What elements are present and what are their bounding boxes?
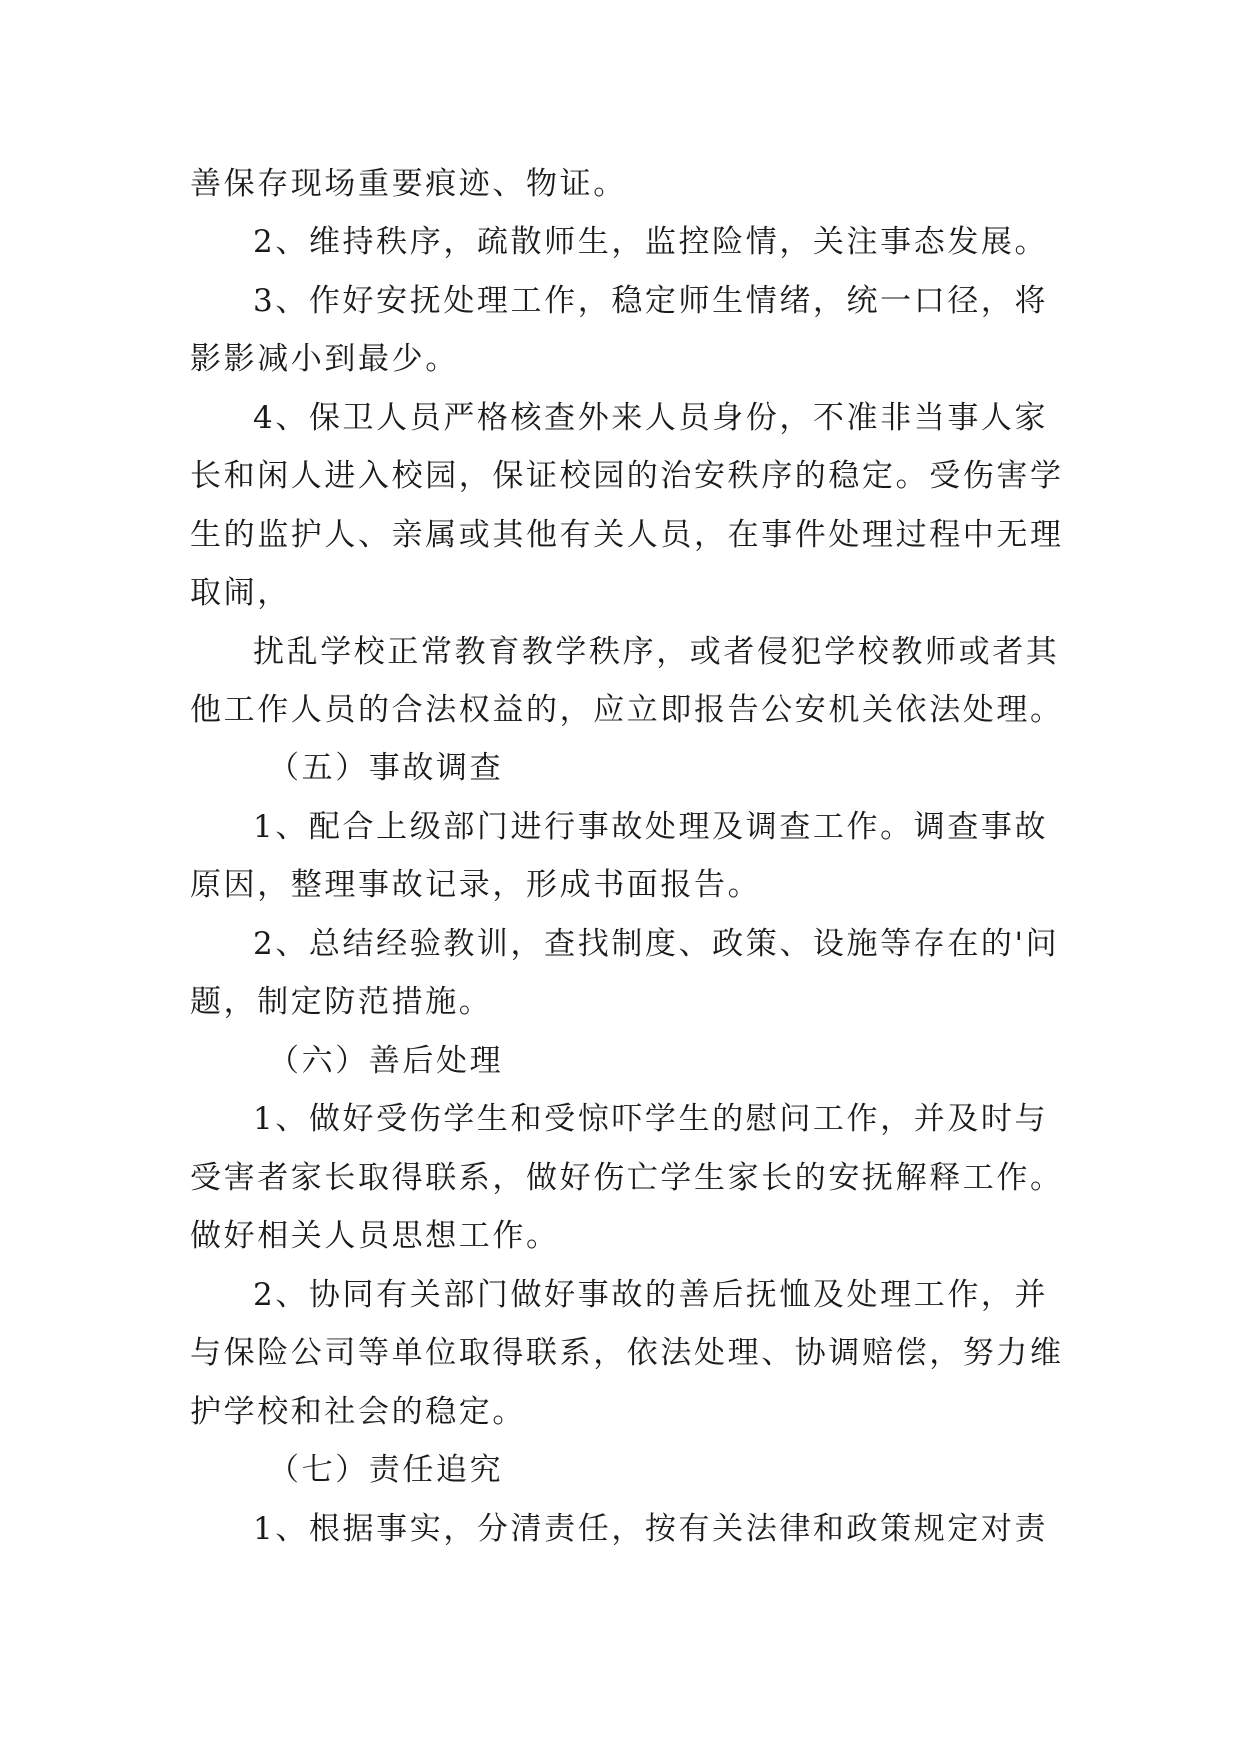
section-heading: （七）责任追究 [268,1452,504,1488]
text-line: 与保险公司等单位取得联系，依法处理、协调赔偿，努力维 [190,1335,1064,1371]
text-line: 1、做好受伤学生和受惊吓学生的慰问工作，并及时与 [253,1101,1049,1137]
text-line: 护学校和社会的稳定。 [190,1394,526,1430]
section-heading: （五）事故调查 [268,750,504,786]
text-line: 3、作好安抚处理工作，稳定师生情绪，统一口径，将 [253,283,1049,319]
text-line: 扰乱学校正常教育教学秩序，或者侵犯学校教师或者其 [253,634,1060,670]
text-line: 题，制定防范措施。 [190,984,493,1020]
text-line: 2、总结经验教训，查找制度、政策、设施等存在的'问 [253,926,1060,962]
text-line: 2、协同有关部门做好事故的善后抚恤及处理工作，并 [253,1277,1049,1313]
text-line: 取闹， [190,575,291,611]
text-line: 1、配合上级部门进行事故处理及调查工作。调查事故 [253,809,1049,845]
section-heading: （六）善后处理 [268,1043,504,1079]
text-line: 长和闲人进入校园，保证校园的治安秩序的稳定。受伤害学 [190,458,1064,494]
text-line: 4、保卫人员严格核查外来人员身份，不准非当事人家 [253,400,1049,436]
text-line: 做好相关人员思想工作。 [190,1218,560,1254]
text-line: 善保存现场重要痕迹、物证。 [190,166,627,202]
text-line: 1、根据事实，分清责任，按有关法律和政策规定对责 [253,1511,1049,1547]
text-line: 原因，整理事故记录，形成书面报告。 [190,867,762,903]
text-line: 2、维持秩序，疏散师生，监控险情，关注事态发展。 [253,224,1049,260]
text-line: 影影减小到最少。 [190,341,459,377]
text-line: 受害者家长取得联系，做好伤亡学生家长的安抚解释工作。 [190,1160,1064,1196]
text-line: 生的监护人、亲属或其他有关人员，在事件处理过程中无理 [190,517,1064,553]
text-line: 他工作人员的合法权益的，应立即报告公安机关依法处理。 [190,692,1064,728]
